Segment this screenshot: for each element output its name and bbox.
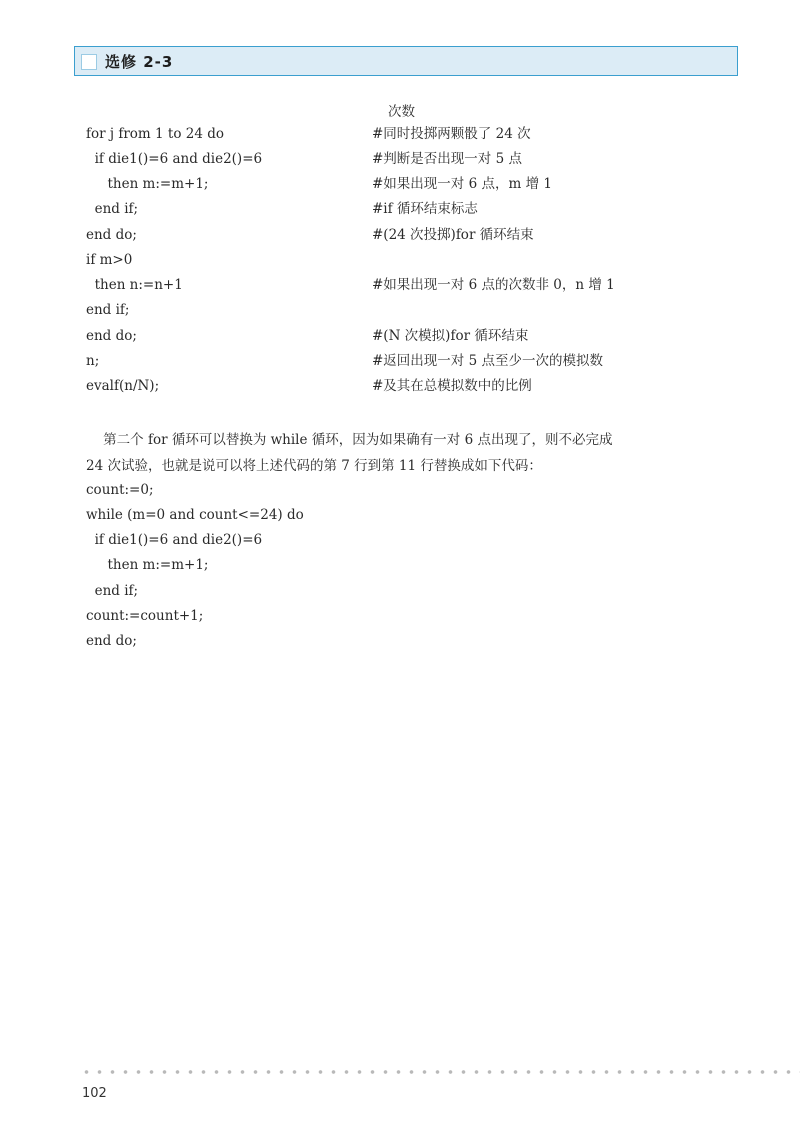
code-line: then m:=m+1; bbox=[86, 557, 209, 573]
code-comment: #(N 次模拟)for 循环结束 bbox=[372, 328, 529, 344]
paragraph-line: 第二个 for 循环可以替换为 while 循环，因为如果确有一对 6 点出现了，则不必完成 bbox=[86, 432, 613, 448]
code-line: if die1()=6 and die2()=6 bbox=[86, 532, 263, 548]
code-line: count:=0; bbox=[86, 482, 154, 498]
code-line bbox=[0, 147, 800, 171]
section-title: 选修 2-3 bbox=[105, 53, 174, 71]
code-comment: #返回出现一对 5 点至少一次的模拟数 bbox=[372, 353, 603, 369]
code-line: count:=count+1; bbox=[86, 608, 204, 624]
code-line: while (m=0 and count<=24) do bbox=[86, 507, 304, 523]
explanation-paragraph bbox=[86, 427, 746, 479]
code-line bbox=[0, 223, 800, 247]
section-header-bar bbox=[74, 46, 738, 76]
code-line bbox=[0, 122, 800, 146]
code-comment: #(24 次投掷)for 循环结束 bbox=[372, 227, 534, 243]
code-text: if m>0 bbox=[86, 252, 133, 268]
page-number: 102 bbox=[82, 1086, 107, 1101]
code-comment: #如果出现一对 6 点，m 增 1 bbox=[372, 176, 552, 192]
code-line bbox=[0, 172, 800, 196]
code-line bbox=[0, 273, 800, 297]
code-line bbox=[0, 197, 800, 221]
code-line bbox=[0, 374, 800, 398]
code-comment: #判断是否出现一对 5 点 bbox=[372, 151, 522, 167]
code-text: if die1()=6 and die2()=6 bbox=[86, 151, 263, 167]
code-comment: #同时投掷两颗骰了 24 次 bbox=[372, 126, 531, 142]
code-text: end do; bbox=[86, 328, 137, 344]
code-line bbox=[0, 298, 800, 322]
paragraph-line: 24 次试验，也就是说可以将上述代码的第 7 行到第 11 行替换成如下代码： bbox=[86, 458, 542, 474]
comment-column-label: 次数 bbox=[388, 104, 415, 120]
code-line bbox=[0, 349, 800, 373]
code-text: evalf(n/N); bbox=[86, 378, 160, 394]
code-text: end do; bbox=[86, 227, 137, 243]
code-text: then n:=n+1 bbox=[86, 277, 183, 293]
code-line: end if; bbox=[86, 583, 139, 599]
header-square-icon bbox=[81, 54, 97, 70]
code-text: then m:=m+1; bbox=[86, 176, 209, 192]
code-line bbox=[0, 248, 800, 272]
footer-dotted-rule bbox=[80, 1068, 800, 1076]
code-text: for j from 1 to 24 do bbox=[86, 126, 224, 142]
code-text: end if; bbox=[86, 201, 139, 217]
code-comment: #如果出现一对 6 点的次数非 0，n 增 1 bbox=[372, 277, 615, 293]
code-comment: #if 循环结束标志 bbox=[372, 201, 478, 217]
code-text: n; bbox=[86, 353, 100, 369]
code-line: end do; bbox=[86, 633, 137, 649]
code-text: end if; bbox=[86, 302, 130, 318]
code-comment: #及其在总模拟数中的比例 bbox=[372, 378, 532, 394]
code-line bbox=[0, 324, 800, 348]
